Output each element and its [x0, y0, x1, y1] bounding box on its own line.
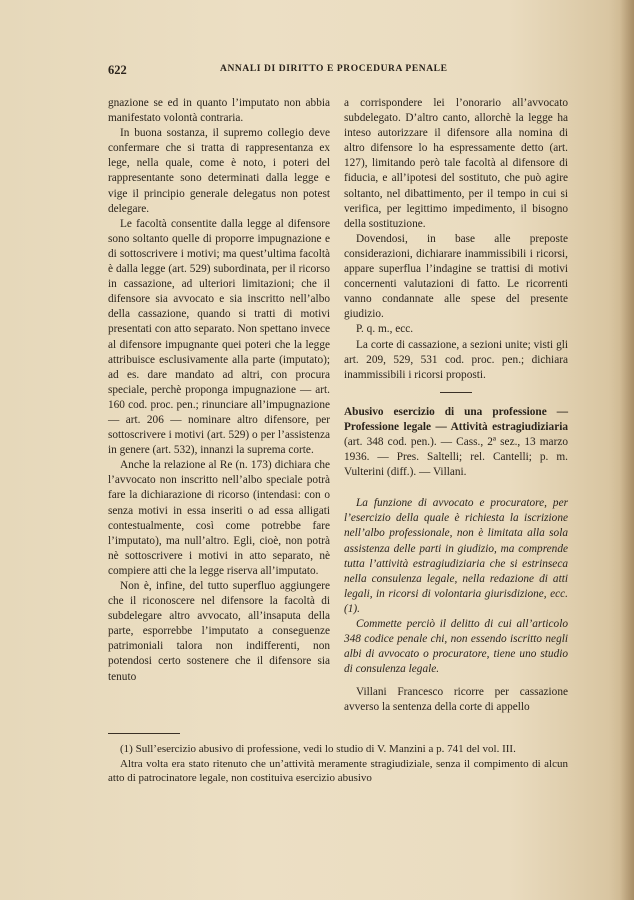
case-heading — [344, 405, 568, 480]
left-column — [108, 96, 330, 685]
closing-paragraph: Villani Francesco ricorre per cassazione avverso la sentenza della corte di appello — [344, 686, 568, 714]
page-header — [108, 63, 568, 79]
massima-1: La funzione di avvocato e procuratore, per l’esercizio della quale è richiesta la iscrizione nell’albo professionale, non è limitata alla sola assistenza delle parti in giudizio, ma comprende tutta l’attività estragiudiziaria che si estrinseca nella consulenza legale, nella redazione di atti legali, in ricorsi di volontaria giurisdizione, ecc. (1). — [344, 497, 568, 615]
right-paragraph-3: P. q. m., ecc. — [356, 323, 414, 336]
right-column — [344, 96, 568, 716]
spacer-2 — [344, 677, 568, 685]
footnotes — [108, 742, 568, 786]
footnote-2: Altra volta era stato ritenuto che un’attività meramente stragiudiziale, senza il compimento di alcun atto di patrocinatore legale, non costituiva esercizio abusivo — [108, 757, 568, 784]
left-paragraph-3: Le facoltà consentite dalla legge al difensore sono soltanto quelle di proporre impugnazione e di sottoscrivere i motivi; ma quest’ultima facoltà è dalla legge (art. 529) subordinata, per il ricorso in cassazione, ad ulteriori limitazioni; che il difensore sia avvocato e sia inscritto nell’albo della cassazione, quando si tratti di motivi presentati con atto separato. Non spettano invece al difensore impugnante quei poteri che la legge attribuisce esclusivamente alla parte (imputato); ad es. dare mandato ad altri, con procura speciale, perchè proponga impugnazione — art. 160 cod. proc. pen.; rinunciare all’impugnazione — art. 206 — nominare altro difensore, per sottoscrivere i motivi (art. 529) o per l’assistenza in genere (art. 532), innanzi la suprema corte. — [108, 217, 330, 457]
left-paragraph-5: Non è, infine, del tutto superfluo aggiungere che il riconoscere nel difensore la facoltà di subdelegare altro avvocato, all’insaputa della parte, esporrebbe l’imputato a conseguenze patrimoniali talora non indifferenti, non potendosi certo sostenere che il difensore sia tenuto — [108, 580, 330, 683]
case-meta: (art. 348 cod. pen.). — Cass., 2ª sez., 13 marzo 1936. — Pres. Saltelli; rel. Cantelli; p. m. Vulterini (diff.). — Villani. — [344, 435, 568, 479]
massima-2: Commette perciò il delitto di cui all’articolo 348 codice penale chi, non essendo iscritto negli albi di avvocato o procuratore, tiene uno studio di consulenza legale. — [344, 618, 568, 676]
case-title: Abusivo esercizio di una professione — Professione legale — Attività estragiudiziaria — [344, 405, 568, 433]
page-edge-shadow — [620, 0, 634, 900]
right-paragraph-2: Dovendosi, in base alle preposte considerazioni, dichiarare inammissibili i ricorsi, appare superflua l’indagine se trattisi di motivi concernenti valutazioni di fatto. Le ricorrenti vanno condannate alle spese del presente giudizio. — [344, 232, 568, 321]
footnote-1: (1) Sull’esercizio abusivo di professione, vedi lo studio di V. Manzini a p. 741 del vol. III. — [120, 743, 516, 755]
right-paragraph-1: a corrispondere lei l’onorario all’avvocato subdelegato. D’altro canto, allorchè la legge ha inteso autorizzare il difensore alla nomina di altro difensore lo ha espressamente detto (art. 127), limitando però tale facoltà al difensore di fiducia, e all’ipotesi del sostituto, che può agire soltanto, nel dibattimento, per il tempo in cui si verifica, per legittimo impedimento, il bisogno della sostituzione. — [344, 97, 568, 230]
running-head: ANNALI DI DIRITTO E PROCEDURA PENALE — [220, 64, 448, 74]
right-paragraph-4: La corte di cassazione, a sezioni unite; visti gli art. 209, 529, 531 cod. proc. pen.; dichiara inammissibili i ricorsi proposti. — [344, 338, 568, 381]
spacer — [344, 480, 568, 488]
page-number: 622 — [108, 63, 127, 77]
left-paragraph-4: Anche la relazione al Re (n. 173) dichiara che l’avvocato non inscritto nell’albo speciale potrà fare la dichiarazione di ricorso (intendasi: con o senza motivi in essa inseriti o ad essa alligati contestualmente, così come potrebbe fare l’imputato), ma null’altro. Egli, cioè, non potrà nè sottoscrivere i motivi in atto separato, nè compiere atti che la legge riserva all’imputato. — [108, 459, 330, 577]
left-paragraph-2: In buona sostanza, il supremo collegio deve confermare che si tratta di rappresentanza ex lege, nella quale, come è noto, i poteri del rappresentante sono determinati dalla legge e vige il principio generale delegatus non potest delegare. — [108, 127, 330, 215]
footnote-rule — [108, 733, 180, 734]
left-paragraph-1: gnazione se ed in quanto l’imputato non abbia manifestato volontà contraria. — [108, 97, 330, 125]
section-divider — [440, 392, 472, 393]
